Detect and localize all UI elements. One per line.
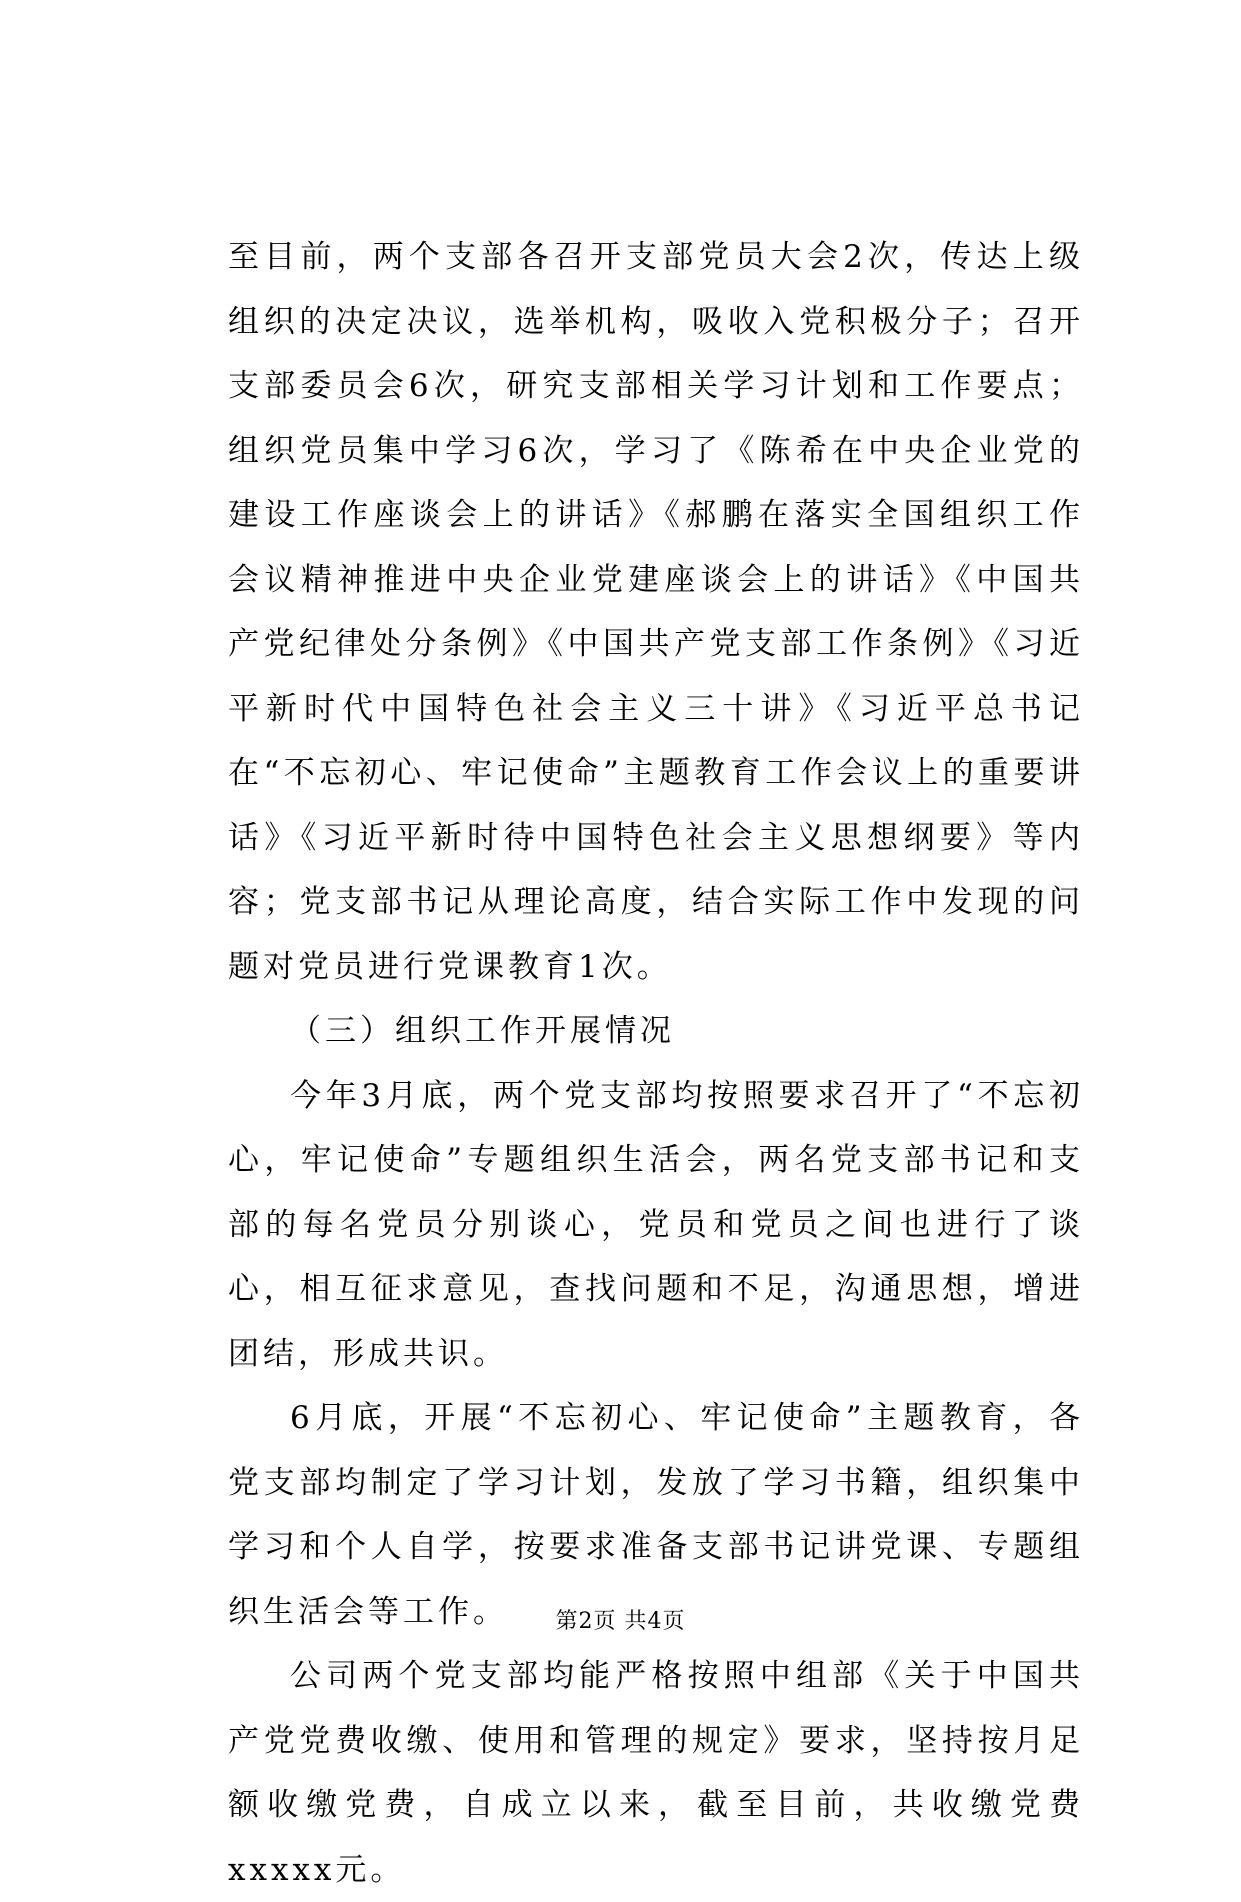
- document-body: [228, 225, 1084, 1902]
- paragraph: 今年3月底，两个党支部均按照要求召开了“不忘初心，牢记使命”专题组织生活会，两名党支部书记和支部的每名党员分别谈心，党员和党员之间也进行了谈心，相互征求意见，查找问题和不足，沟通思想，增进团结，形成共识。: [228, 1077, 1084, 1372]
- page-number-footer: 第2页 共4页: [555, 1609, 686, 1634]
- paragraph-continuation: 至目前，两个支部各召开支部党员大会2次，传达上级组织的决定决议，选举机构，吸收入党积极分子；召开支部委员会6次，研究支部相关学习计划和工作要点；组织党员集中学习6次，学习了《陈希在中央企业党的建设工作座谈会上的讲话》《郝鹏在落实全国组织工作会议精神推进中央企业党建座谈会上的讲话》《中国共产党纪律处分条例》《中国共产党支部工作条例》《习近平新时代中国特色社会主义三十讲》《习近平总书记在“不忘初心、牢记使命”主题教育工作会议上的重要讲话》《习近平新时待中国特色社会主义思想纲要》等内容；党支部书记从理论高度，结合实际工作中发现的问题对党员进行党课教育1次。: [228, 239, 1084, 985]
- section-heading: （三）组织工作开展情况: [290, 1013, 675, 1049]
- paragraph: 公司两个党支部均能严格按照中组部《关于中国共产党党费收缴、使用和管理的规定》要求，坚持按月足额收缴党费，自成立以来，截至目前，共收缴党费xxxxx元。: [228, 1658, 1084, 1888]
- paragraph: 6月底，开展“不忘初心、牢记使命”主题教育，各党支部均制定了学习计划，发放了学习书籍，组织集中学习和个人自学，按要求准备支部书记讲党课、专题组织生活会等工作。: [228, 1400, 1084, 1630]
